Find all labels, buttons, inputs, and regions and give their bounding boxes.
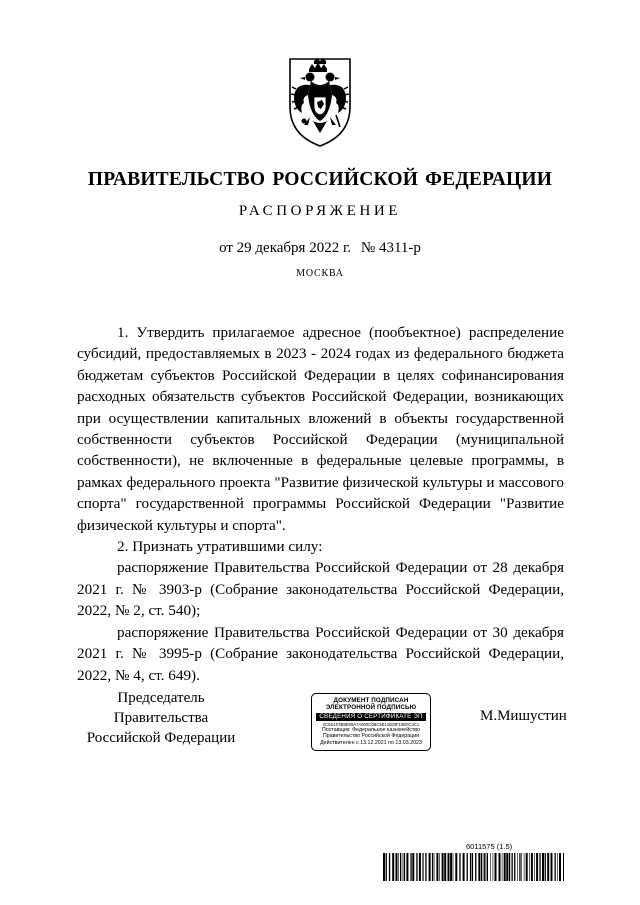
- barcode-bar: [425, 853, 426, 881]
- barcode-bar: [450, 853, 452, 881]
- barcode-bar: [432, 853, 433, 881]
- barcode-bar: [563, 853, 564, 881]
- document-number: № 4311-р: [360, 240, 421, 256]
- barcode-bar: [470, 853, 471, 881]
- barcode-bar: [506, 853, 508, 881]
- barcode-bar: [555, 853, 556, 881]
- barcode-bar: [542, 853, 544, 881]
- barcode-bar: [536, 853, 538, 881]
- barcode-bar: [467, 853, 468, 881]
- barcode-bar: [423, 853, 424, 881]
- barcode-bar: [389, 853, 390, 881]
- barcode-bar: [551, 853, 553, 881]
- barcode-bar: [478, 853, 480, 881]
- barcode-bar: [534, 853, 535, 881]
- barcode-bar: [547, 853, 549, 881]
- paragraph-4: распоряжение Правительства Российской Федерации от 30 декабря 2021 г. № 3995-р (Собрание законодательства Российской Федерации, 2022, № 4, ст. 649).: [77, 623, 564, 684]
- stamp-validity: Действителен с 13.12.2021 по 13.03.2023: [320, 739, 422, 746]
- signatory-position-line-1: Председатель Правительства: [113, 690, 209, 726]
- signatory-name: М.Мишустин: [480, 708, 567, 724]
- barcode-bar: [502, 853, 503, 881]
- signatory-position: [76, 688, 246, 748]
- barcode-bar: [545, 853, 546, 881]
- coat-of-arms-icon: [280, 55, 360, 150]
- stamp-line-2: ЭЛЕКТРОННОЙ ПОДПИСЬЮ: [325, 704, 417, 712]
- stamp-issuer: Поставщик: Федеральное казначейство: [322, 726, 420, 733]
- barcode-bar: [459, 853, 460, 881]
- barcode-bar: [519, 853, 520, 881]
- barcode-bar: [410, 853, 411, 881]
- barcode-bar: [453, 853, 454, 881]
- barcode-bar: [524, 853, 525, 881]
- barcode-bar: [406, 853, 408, 881]
- paragraph-1: 1. Утвердить прилагаемое адресное (пообъектное) распределение субсидий, предоставляемых в 2023 - 2024 годах из федерального бюджета бюджетам субъектов Российской Федерации в целях софинансирования расходных обязательств субъектов Российской Федерации, возникающих при осуществлении капитальных вложений в объекты государственной собственности субъектов Российской Федерации (муниципальной собственности), не включенные в федеральные целевые программы, в рамках федерального проекта "Развитие физической культуры и массового спорта" государственной программы Российской Федерации "Развитие физической культуры и спорта".: [77, 324, 564, 534]
- stamp-certificate-heading: СВЕДЕНИЯ О СЕРТИФИКАТЕ ЭП: [316, 713, 426, 721]
- barcode-bar: [404, 853, 405, 881]
- signatory-position-line-2: Российской Федерации: [86, 730, 236, 746]
- barcode-bar: [487, 853, 488, 881]
- barcode-bar: [493, 853, 494, 881]
- barcode-bar: [444, 853, 446, 881]
- barcode-bar: [442, 853, 444, 881]
- barcode-bar: [383, 853, 385, 881]
- stamp-line-1: ДОКУМЕНТ ПОДПИСАН: [333, 697, 409, 704]
- barcode-bar: [386, 853, 387, 881]
- barcode-bar: [434, 853, 435, 881]
- government-title: ПРАВИТЕЛЬСТВО РОССИЙСКОЙ ФЕДЕРАЦИИ: [87, 169, 553, 190]
- barcode-bar: [531, 853, 533, 881]
- barcode-bar: [539, 853, 540, 881]
- barcode-bar: [484, 853, 485, 881]
- document-date: от 29 декабря 2022 г.: [219, 240, 352, 256]
- barcode-bar: [509, 853, 510, 881]
- barcode-bar: [475, 853, 476, 881]
- barcode-bar: [557, 853, 558, 881]
- barcode-bar: [499, 853, 501, 881]
- barcode-bar: [486, 853, 487, 881]
- barcode-bar: [422, 853, 423, 881]
- stamp-serial: 2C5D1F4B8E09A7A600C0BC5E12003F19E0C3C1: [322, 721, 420, 727]
- barcode-bar: [526, 853, 528, 881]
- barcode-bar: [472, 853, 473, 881]
- barcode-bar: [455, 853, 457, 881]
- paragraph-3: распоряжение Правительства Российской Федерации от 28 декабря 2021 г. № 3903-р (Собрание законодательства Российской Федерации, 2022, № 2, ст. 540);: [77, 559, 564, 620]
- barcode-bar: [490, 853, 491, 881]
- document-date-line: [0, 240, 640, 257]
- barcode-bar: [521, 853, 522, 881]
- barcode-bar: [439, 853, 440, 881]
- barcode-bar: [504, 853, 506, 881]
- barcode-bar: [392, 853, 394, 881]
- barcode-bar: [448, 853, 450, 881]
- electronic-signature-stamp: [311, 693, 431, 751]
- barcode-bar: [529, 853, 530, 881]
- paragraph-2: 2. Признать утратившими силу:: [117, 538, 323, 556]
- barcode-bar: [400, 853, 401, 881]
- barcode-bar: [429, 853, 431, 881]
- barcode-bar: [419, 853, 421, 881]
- stamp-owner: Правительство Российской Федерации: [322, 733, 420, 740]
- barcode-icon: [383, 853, 564, 881]
- barcode-bar: [512, 853, 513, 881]
- barcode-bar: [495, 853, 497, 881]
- barcode-bar: [412, 853, 414, 881]
- document-body: [77, 322, 564, 686]
- barcode-bar: [398, 853, 399, 881]
- document-city: МОСКВА: [296, 268, 344, 279]
- barcode-label: 6011575 (1.5): [466, 842, 513, 851]
- barcode-bar: [559, 853, 561, 881]
- barcode-bar: [416, 853, 417, 881]
- barcode-bar: [396, 853, 398, 881]
- barcode-bar: [481, 853, 482, 881]
- barcode-bar: [463, 853, 465, 881]
- barcode-bar: [517, 853, 518, 881]
- document-kind: РАСПОРЯЖЕНИЕ: [238, 203, 402, 219]
- barcode-bar: [514, 853, 515, 881]
- barcode-bar: [436, 853, 438, 881]
- barcode-bar: [403, 853, 404, 881]
